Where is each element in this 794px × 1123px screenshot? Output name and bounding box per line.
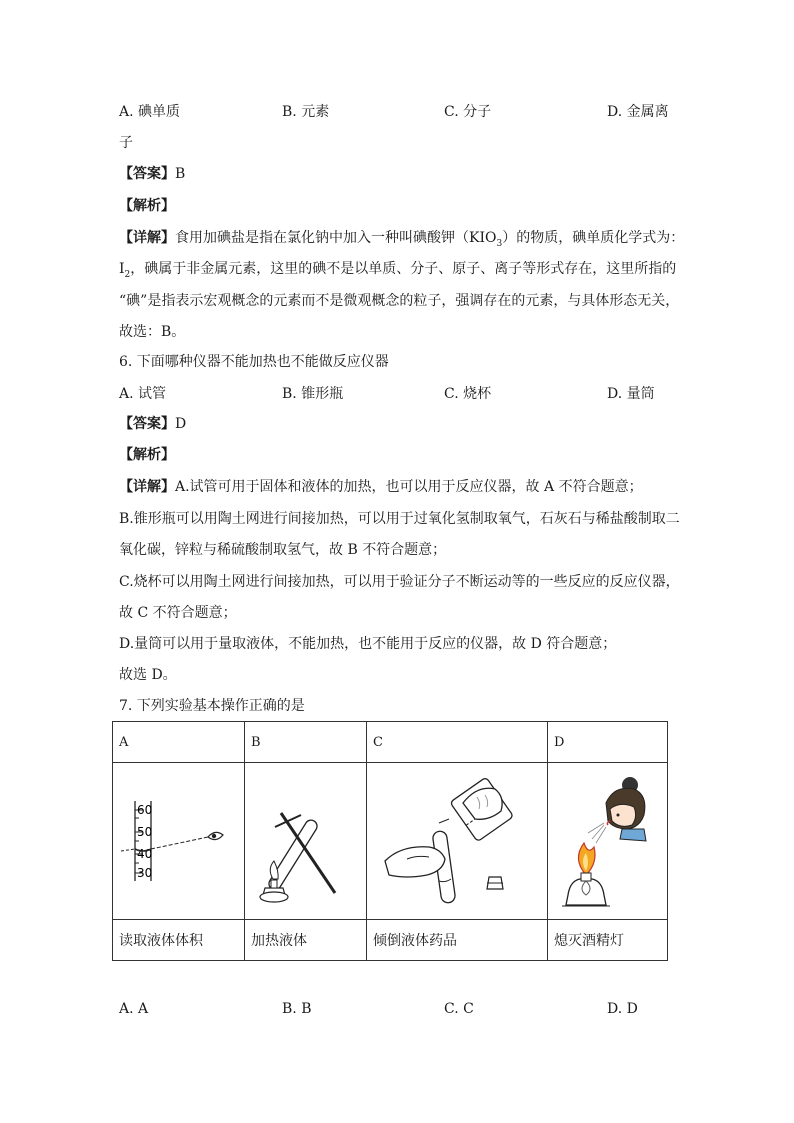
q6-detail-line-3: 氧化碳，锌粒与稀硫酸制取氢气，故 B 不符合题意； xyxy=(119,542,447,558)
detail-text: A.试管可用于固体和液体的加热，也可以用于反应仪器，故 A 不符合题意； xyxy=(175,479,643,495)
subscript: 3 xyxy=(496,238,503,249)
detail-text: 食用加碘盐是指在氯化钠中加入一种叫碘酸钾（KIO xyxy=(175,230,497,246)
q7-question: 7. 下列实验基本操作正确的是 xyxy=(119,698,305,714)
cell-image-b xyxy=(245,763,367,920)
option-letter: C. xyxy=(444,104,459,120)
answer-value: D xyxy=(175,416,187,432)
caption-c: 倾倒液体药品 xyxy=(367,920,548,961)
option-text: 金属离 xyxy=(626,104,669,120)
detail-text: ）的物质，碘单质化学式为： xyxy=(502,230,685,246)
option-text: 元素 xyxy=(301,104,330,120)
tick-label-60: 60 xyxy=(137,803,153,817)
q7-option-c xyxy=(444,999,474,1019)
eye-icon xyxy=(208,832,223,839)
option-text: 分子 xyxy=(463,104,492,120)
q6-detail-line-7: 故选 D。 xyxy=(119,667,177,683)
option-letter: A. xyxy=(119,104,134,120)
subscript: 2 xyxy=(124,269,131,280)
option-text: A xyxy=(138,1001,149,1017)
q7-option-b xyxy=(282,999,312,1019)
table-header-d: D xyxy=(548,722,668,763)
q5-option-a xyxy=(119,102,180,122)
answer-value: B xyxy=(175,166,186,182)
q7-option-a xyxy=(119,999,148,1019)
q5-detail-line-1 xyxy=(119,228,684,254)
option-letter: D. xyxy=(607,1001,623,1017)
option-letter: D. xyxy=(607,386,623,402)
q6-answer xyxy=(119,414,186,434)
q5-option-c xyxy=(444,102,491,122)
q7-option-d xyxy=(607,999,638,1019)
option-letter: B. xyxy=(282,104,297,120)
option-letter: B. xyxy=(282,1001,297,1017)
option-text: 碘单质 xyxy=(138,104,181,120)
option-letter: D. xyxy=(607,104,623,120)
cell-image-d xyxy=(548,763,668,920)
heating-test-tube-illustration xyxy=(245,763,367,919)
option-text: 锥形瓶 xyxy=(301,386,344,402)
q5-option-d xyxy=(607,102,669,122)
option-letter: A. xyxy=(119,386,134,402)
q6-option-d xyxy=(607,384,655,404)
q6-detail-line-1 xyxy=(119,477,643,497)
detail-text: ，碘属于非金属元素，这里的碘不是以单质、分子、原子、离子等形式存在，这里所指的 xyxy=(130,261,677,277)
q5-answer xyxy=(119,164,185,184)
q6-option-a xyxy=(119,384,166,404)
option-letter: C. xyxy=(444,1001,459,1017)
tick-label-30: 30 xyxy=(137,866,153,880)
option-text: C xyxy=(463,1001,474,1017)
q6-detail-line-5: 故 C 不符合题意； xyxy=(119,605,237,621)
q6-detail-line-4: C.烧杯可以用陶土网进行间接加热，可以用于验证分子不断运动等的一些反应的反应仪器， xyxy=(119,574,680,590)
option-letter: C. xyxy=(444,386,459,402)
table-header-c: C xyxy=(367,722,548,763)
option-letter: A. xyxy=(119,1001,134,1017)
detail-text: I xyxy=(119,261,125,277)
detail-tag: 【详解】 xyxy=(119,479,175,495)
graduated-cylinder-illustration xyxy=(113,763,245,919)
caption-b: 加热液体 xyxy=(245,920,367,961)
tick-label-50: 50 xyxy=(137,825,153,839)
table-header-a: A xyxy=(113,722,245,763)
pouring-liquid-illustration xyxy=(367,763,548,919)
q5-detail-line-4: 故选：B。 xyxy=(119,324,186,340)
answer-tag: 【答案】 xyxy=(119,166,175,182)
q5-detail-line-2 xyxy=(119,259,676,285)
caption-d: 熄灭酒精灯 xyxy=(548,920,668,961)
table-header-b: B xyxy=(245,722,367,763)
option-text: 试管 xyxy=(138,386,167,402)
option-letter: B. xyxy=(282,386,297,402)
q7-experiment-table xyxy=(112,721,668,961)
answer-tag: 【答案】 xyxy=(119,416,175,432)
extinguish-lamp-illustration xyxy=(548,763,668,919)
q6-detail-line-6: D.量筒可以用于量取液体，不能加热，也不能用于反应的仪器，故 D 符合题意； xyxy=(119,636,617,652)
tick-label-40: 40 xyxy=(137,847,153,861)
option-text: B xyxy=(301,1001,312,1017)
cell-image-c xyxy=(367,763,548,920)
q6-option-b xyxy=(282,384,343,404)
q6-analysis-tag: 【解析】 xyxy=(119,447,175,463)
option-text: 烧杯 xyxy=(463,386,492,402)
caption-a: 读取液体体积 xyxy=(113,920,245,961)
detail-tag: 【详解】 xyxy=(119,230,175,246)
q5-option-d-wrap: 子 xyxy=(119,135,133,151)
q6-detail-line-2: B.锥形瓶可以用陶土网进行间接加热，可以用于过氧化氢制取氧气，石灰石与稀盐酸制取二 xyxy=(119,511,680,527)
q5-option-b xyxy=(282,102,329,122)
q6-question: 6. 下面哪种仪器不能加热也不能做反应仪器 xyxy=(119,354,389,370)
q5-detail-line-3: “碘”是指表示宏观概念的元素而不是微观概念的粒子，强调存在的元素，与具体形态无关， xyxy=(119,293,680,309)
q6-option-c xyxy=(444,384,491,404)
cell-image-a xyxy=(113,763,245,920)
option-text: 量筒 xyxy=(626,386,655,402)
option-text: D xyxy=(626,1001,638,1017)
q5-analysis-tag: 【解析】 xyxy=(119,198,175,214)
